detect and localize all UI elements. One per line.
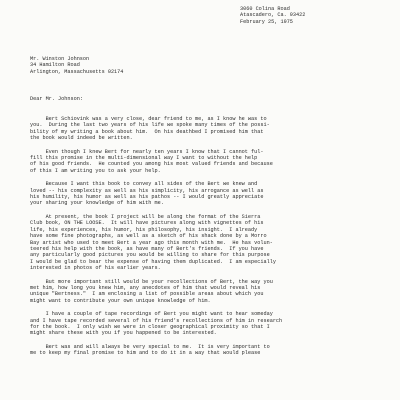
salutation: Dear Mr. Johnson: bbox=[30, 96, 83, 102]
paragraph-line: me to keep my final promise to him and to do it in a way that would please bbox=[30, 350, 261, 357]
letter-paragraph bbox=[30, 149, 382, 175]
paragraph-line: life, his experiences, his humor, his philosophy, his insight. I already bbox=[30, 226, 258, 233]
recipient-street: 34 Hamilton Road bbox=[30, 62, 80, 69]
letter-paragraph bbox=[30, 311, 382, 337]
sender-address-line: Atascadero, Ca. 93422 bbox=[240, 12, 306, 19]
paragraph-line: loved -- his complexity as well as his simplicity, his arrogance as well as bbox=[30, 187, 264, 194]
paragraph-line: any particularly good pictures you would be willing to share for this purpose bbox=[30, 252, 270, 259]
letter-paragraph bbox=[30, 279, 382, 305]
paragraph-line: your sharing your knowledge of him with me. bbox=[30, 200, 164, 207]
paragraph-line: Bay artist who used to meet Bert a year ago this month with me. He has volun- bbox=[30, 239, 273, 246]
paragraph-line: have some fine photographs, as well as a sketch of his shack done by a Morro bbox=[30, 233, 267, 240]
paragraph-line: the book would indeed be written. bbox=[30, 135, 133, 142]
letter-body bbox=[30, 116, 382, 364]
letter-paragraph bbox=[30, 181, 382, 207]
paragraph-line: met him, how long you knew him, any anecdotes of him that would reveal his bbox=[30, 284, 261, 291]
paragraph-line: of his good friends. He counted you among his most valued friends and because bbox=[30, 161, 273, 168]
paragraph-line: unique "Bertness." I am enclosing a list of possible areas about which you bbox=[30, 291, 264, 298]
paragraph-line: fill this promise in the multi-dimensional way I want to without the help bbox=[30, 155, 258, 162]
paragraph-line: interested in photos of his earlier years. bbox=[30, 265, 161, 272]
paragraph-line: for the book. I only wish we were in closer geographical proximity so that I bbox=[30, 323, 270, 330]
letter-paragraph bbox=[30, 214, 382, 272]
sender-address-line: 3060 Colina Road bbox=[240, 6, 290, 12]
paragraph-line: But more important still would be your recollections of Bert, the way you bbox=[30, 278, 273, 285]
paragraph-line: Club book, ON THE LOOSE. It will have pictures along with vignettes of his bbox=[30, 220, 264, 227]
letter-paragraph bbox=[30, 116, 382, 142]
sender-address-block bbox=[240, 6, 390, 25]
paragraph-line: At present, the book I project will be along the format of the Sierra bbox=[30, 213, 261, 220]
recipient-city: Arlington, Massachusetts 02174 bbox=[30, 68, 124, 75]
recipient-address-block bbox=[30, 56, 280, 75]
paragraph-line: teered his help with the book, as have many of Bert's friends. If you have bbox=[30, 245, 264, 252]
paragraph-line: and I have tape recorded several of his friend's recollections of him in research bbox=[30, 317, 283, 324]
paragraph-line: bility of my writing a book about him. On his deathbed I promised him that bbox=[30, 128, 264, 135]
paragraph-line: I have a couple of tape recordings of Bert you might want to hear someday bbox=[30, 311, 273, 318]
paragraph-line: Bert Schiovink was a very close, dear friend to me, as I know he was to bbox=[30, 116, 267, 122]
letter-date: February 25, 1975 bbox=[240, 18, 293, 25]
paragraph-line: Bert was and will always be very special to me. It is very important to bbox=[30, 343, 270, 350]
paragraph-line: of this I am writing you to ask your help. bbox=[30, 167, 161, 174]
letter-paragraph bbox=[30, 344, 382, 357]
paragraph-line: Because I want this book to convey all sides of the Bert we knew and bbox=[30, 181, 258, 188]
paragraph-line: his humility, his humor as well as his pathos -- I would greatly appreciate bbox=[30, 194, 264, 201]
paragraph-line: you. During the last two years of his life we spoke many times of the possi- bbox=[30, 122, 270, 129]
paragraph-line: might share these with you if you happened to be interested. bbox=[30, 330, 217, 337]
recipient-name: Mr. Winston Johnson bbox=[30, 56, 90, 62]
paragraph-line: might want to contribute your own unique knowledge of him. bbox=[30, 297, 211, 304]
paragraph-line: I would be glad to bear the expense of having them duplicated. I am especially bbox=[30, 258, 276, 265]
paragraph-line: Even though I knew Bert for nearly ten years I know that I cannot ful- bbox=[30, 148, 264, 155]
